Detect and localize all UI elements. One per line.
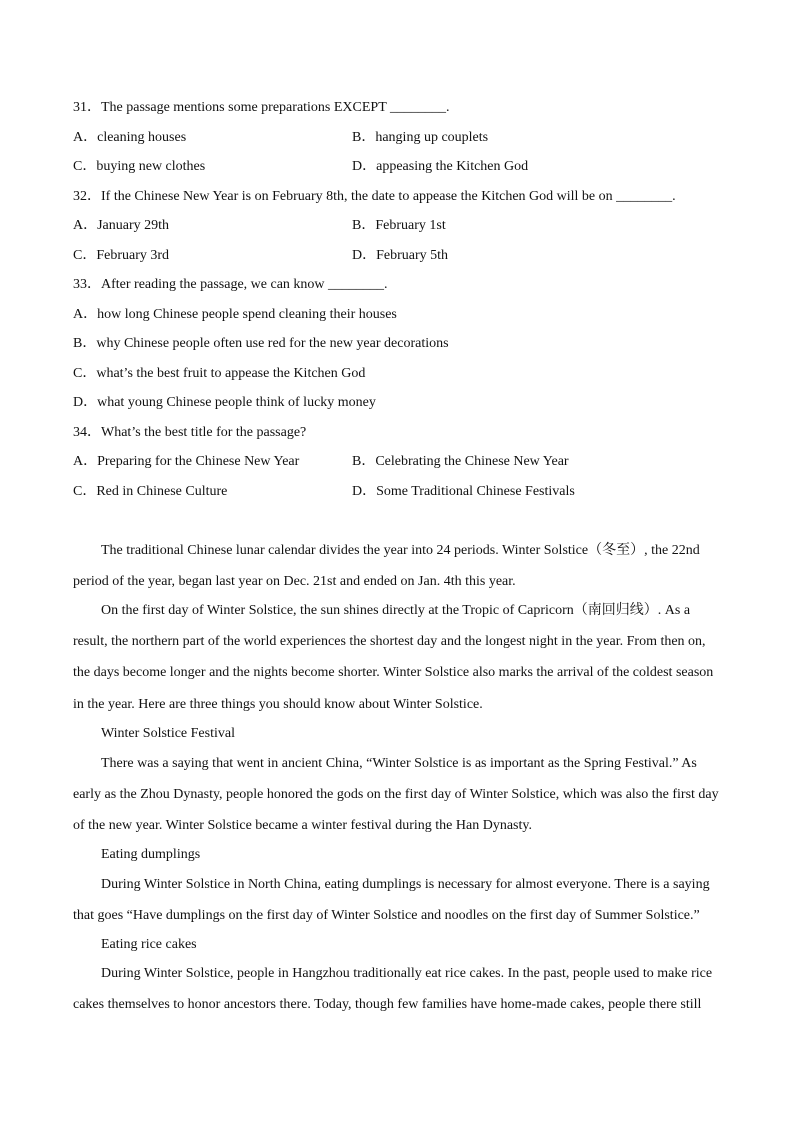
question-33-option-b: B．why Chinese people often use red for the new year decorations [73,336,449,351]
question-32-option-c: C．February 3rd [73,248,170,263]
passage-p3-line-1: There was a saying that went in ancient China, “Winter Solstice is as important as the Spring Festival.” As [101,756,697,771]
passage-p3-line-3: of the new year. Winter Solstice became a winter festival during the Han Dynasty. [73,818,532,833]
section-heading-eating-dumplings: Eating dumplings [101,847,201,862]
section-heading-eating-rice-cakes: Eating rice cakes [101,937,197,952]
passage-p5-line-1: During Winter Solstice, people in Hangzhou traditionally eat rice cakes. In the past, people used to make rice [101,966,713,981]
passage-p2-line-2: result, the northern part of the world experiences the shortest day and the longest night in the year. From then on, [73,634,706,649]
question-31-option-c: C．buying new clothes [73,159,206,174]
passage-p2-line-4: in the year. Here are three things you should know about Winter Solstice. [73,697,483,712]
question-31-option-d: D．appeasing the Kitchen God [352,159,529,174]
section-heading-winter-solstice-festival: Winter Solstice Festival [101,726,235,741]
question-32-option-b: B．February 1st [352,218,446,233]
passage-p1-line-2: period of the year, began last year on Dec. 21st and ended on Jan. 4th this year. [73,574,516,589]
question-32-option-a: A．January 29th [73,218,170,233]
question-34-stem: 34．What’s the best title for the passage? [73,425,307,440]
question-34-option-a: A．Preparing for the Chinese New Year [73,454,300,469]
passage-p2-line-1: On the first day of Winter Solstice, the sun shines directly at the Tropic of Capricorn（南回归线）. As a [101,603,691,618]
passage-p2-line-3: the days become longer and the nights become shorter. Winter Solstice also marks the arrival of the coldest season [73,665,714,680]
passage-p4-line-2: that goes “Have dumplings on the first day of Winter Solstice and noodles on the first day of Summer Solstice.” [73,908,700,923]
question-33-option-d: D．what young Chinese people think of lucky money [73,395,376,410]
passage-p4-line-1: During Winter Solstice in North China, eating dumplings is necessary for almost everyone. There is a saying [101,877,710,892]
passage-p5-line-2: cakes themselves to honor ancestors there. Today, though few families have home-made cakes, people there still [73,997,702,1012]
question-31-option-a: A．cleaning houses [73,130,187,145]
passage-p1-line-1: The traditional Chinese lunar calendar divides the year into 24 periods. Winter Solstice（冬至）, the 22nd [101,543,700,558]
question-31-stem: 31．The passage mentions some preparations EXCEPT ________. [73,100,450,115]
question-34-option-d: D．Some Traditional Chinese Festivals [352,484,575,499]
question-31-option-b: B．hanging up couplets [352,130,489,145]
question-34-option-c: C．Red in Chinese Culture [73,484,228,499]
question-33-stem: 33．After reading the passage, we can know ________. [73,277,388,292]
passage-p3-line-2: early as the Zhou Dynasty, people honored the gods on the first day of Winter Solstice, which was also the first day [73,787,719,802]
question-33-option-a: A．how long Chinese people spend cleaning their houses [73,307,397,322]
question-32-option-d: D．February 5th [352,248,449,263]
question-32-stem: 32．If the Chinese New Year is on February 8th, the date to appease the Kitchen God will be on ________. [73,189,676,204]
question-33-option-c: C．what’s the best fruit to appease the Kitchen God [73,366,366,381]
question-34-option-b: B．Celebrating the Chinese New Year [352,454,569,469]
